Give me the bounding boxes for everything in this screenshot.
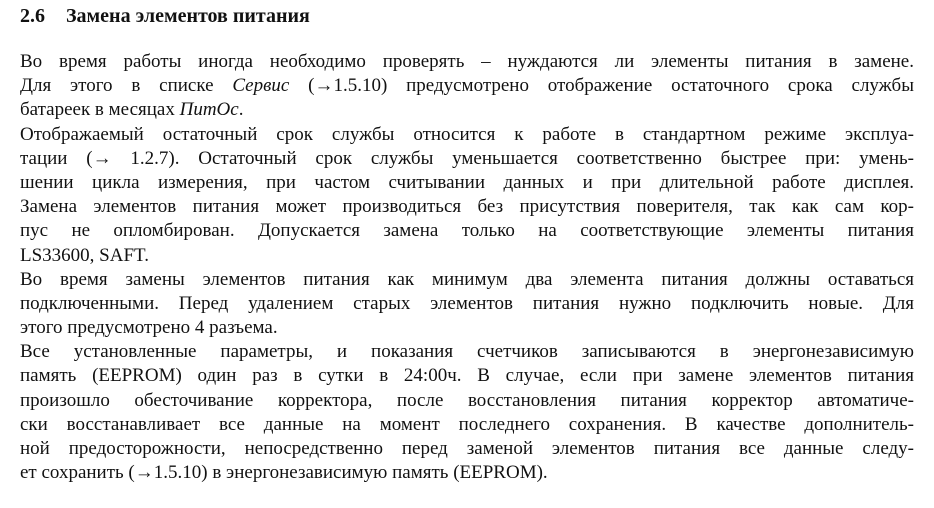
italic-term: ПитОс	[179, 99, 239, 121]
paragraph	[20, 50, 914, 123]
text-line: Во время работы иногда необходимо проверять – нуждаются ли элементы питания в замене.	[20, 51, 914, 72]
paragraph	[20, 123, 914, 196]
text-line: ной предосторожности, непосредственно перед заменой элементов питания все данные следу-	[20, 438, 914, 459]
text-line: пус не опломбирован. Допускается замена только на соответствующие элементы питания	[20, 220, 914, 242]
text-line: LS33600, SAFT.	[20, 244, 149, 266]
text-line: тации (→ 1.2.7). Остаточный срок службы уменьшается соответственно быстрее при: умень-	[20, 147, 914, 169]
paragraph	[20, 195, 914, 268]
text-line: ски восстанавливает все данные на момент последнего сохранения. В качестве дополнитель-	[20, 413, 914, 435]
text-line: Замена элементов питания может производиться без присутствия поверителя, так как сам кор-	[20, 196, 914, 218]
text-run: (→1.5.10) предусмотрено отображение остаточного срока службы	[289, 75, 914, 97]
text-line: Отображаемый остаточный срок службы относится к работе в стандартном режиме эксплуа-	[20, 123, 914, 145]
paragraph	[20, 268, 914, 341]
section-heading	[20, 4, 310, 28]
text-line	[20, 74, 914, 98]
text-line: Во время замены элементов питания как минимум два элемента питания должны оставаться	[20, 268, 914, 290]
text-line: Все установленные параметры, и показания счетчиков записываются в энергонезависимую	[20, 341, 914, 363]
text-line: ет сохранить (→1.5.10) в энергонезависимую память (EEPROM).	[20, 462, 548, 484]
text-line: память (EEPROM) один раз в сутки в 24:00ч. В случае, если при замене элементов питания	[20, 365, 914, 387]
text-line: этого предусмотрено 4 разъема.	[20, 317, 278, 339]
text-line: подключенными. Перед удалением старых элементов питания нужно подключить новые. Для	[20, 292, 914, 314]
section-title: Замена элементов питания	[66, 5, 310, 27]
text-run: батареек в месяцах	[20, 99, 180, 121]
text-run: Для этого в списке	[20, 75, 233, 97]
text-line: произошло обесточивание корректора, после восстановления питания корректор автоматиче-	[20, 389, 914, 411]
italic-term: Сервис	[232, 75, 290, 97]
section-body	[20, 50, 914, 485]
paragraph	[20, 340, 914, 485]
text-line	[20, 98, 914, 122]
section-number: 2.6	[20, 5, 45, 27]
text-line: шении цикла измерения, при частом считывании данных и при длительной работе дисплея.	[20, 171, 914, 193]
text-run: .	[238, 99, 244, 121]
